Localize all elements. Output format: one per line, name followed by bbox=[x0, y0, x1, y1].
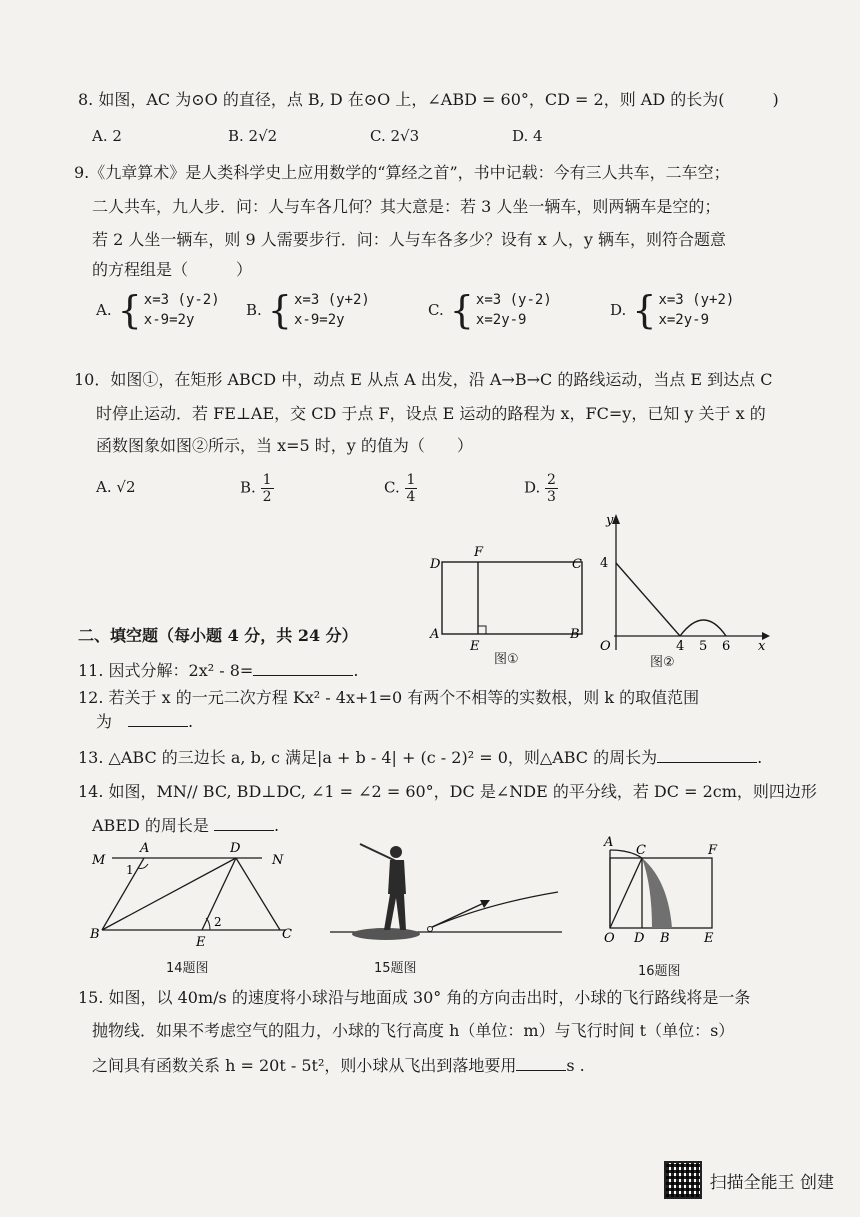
label-d: D bbox=[634, 931, 645, 946]
section-2-title: 二、填空题（每小题 4 分，共 24 分） bbox=[78, 626, 358, 645]
label-e: E bbox=[704, 931, 714, 946]
question-15-line-2: 抛物线．如果不考虑空气的阻力，小球的飞行高度 h（单位：m）与飞行时间 t（单位：s） bbox=[92, 1021, 735, 1040]
segment-co bbox=[610, 858, 642, 928]
figure-15-golfer-illustration bbox=[326, 838, 566, 950]
q10-c-denominator: 4 bbox=[406, 489, 416, 505]
label-f: F bbox=[708, 843, 718, 858]
question-8-text: 8. 如图，AC 为⊙O 的直径，点 B, D 在⊙O 上，∠ABD = 60°，CD = 2，则 AD 的长为( ) bbox=[78, 90, 779, 109]
brace-icon: { bbox=[267, 288, 292, 332]
question-10-line-1: 10．如图①，在矩形 ABCD 中，动点 E 从点 A 出发，沿 A→B→C 的路线运动，当点 E 到达点 C bbox=[74, 370, 773, 389]
label-b: B bbox=[570, 627, 580, 642]
figure-15-caption: 15题图 bbox=[374, 961, 417, 976]
q10-option-d-label: D. bbox=[524, 478, 541, 497]
q10-option-a-value: √2 bbox=[116, 478, 136, 496]
question-9-line-1: 9.《九章算术》是人类科学史上应用数学的“算经之首”，书中记载：今有三人共车，二车空； bbox=[74, 163, 730, 182]
figure-16 bbox=[596, 836, 726, 948]
label-f: F bbox=[474, 545, 484, 560]
rectangle-abcd bbox=[442, 562, 582, 634]
q9-c-eq2: x=2y-9 bbox=[475, 312, 527, 328]
answer-blank bbox=[657, 762, 757, 763]
graph-arc bbox=[680, 620, 726, 636]
label-d: D bbox=[430, 557, 441, 572]
label-angle-1: 1 bbox=[126, 863, 134, 877]
label-c: C bbox=[572, 557, 582, 572]
question-11 bbox=[78, 661, 358, 681]
tick-x-6: 6 bbox=[722, 639, 731, 654]
question-9-line-4: 的方程组是（ ） bbox=[92, 260, 253, 279]
question-13-text: 13. △ABC 的三边长 a, b, c 满足|a + b - 4| + (c - 2)² = 0，则△ABC 的周长为 bbox=[78, 748, 658, 767]
q10-option-c-label: C. bbox=[384, 478, 400, 497]
ball-icon bbox=[428, 927, 433, 932]
figure-14 bbox=[86, 838, 300, 950]
label-m: M bbox=[92, 853, 106, 868]
figure-2-graph bbox=[594, 510, 774, 660]
figure-14-caption: 14题图 bbox=[166, 961, 209, 976]
q10-option-a-label: A. bbox=[96, 478, 112, 496]
question-14-line-2-text: ABED 的周长是 bbox=[92, 816, 209, 835]
q9-option-c bbox=[428, 290, 552, 330]
answer-blank bbox=[253, 675, 353, 676]
tick-y-4: 4 bbox=[600, 556, 609, 571]
q9-b-eq2: x-9=2y bbox=[293, 312, 345, 328]
question-9-line-2: 二人共车，九人步．问：人与车各几何？其大意是：若 3 人坐一辆车，则两辆车是空的； bbox=[92, 197, 721, 216]
ball-trajectory bbox=[430, 892, 558, 928]
q10-option-b-label: B. bbox=[240, 478, 256, 497]
tick-x-4: 4 bbox=[676, 639, 685, 654]
label-a: A bbox=[604, 836, 614, 850]
question-10-line-2: 时停止运动．若 FE⊥AE，交 CD 于点 F，设点 E 运动的路程为 x，FC=y，已知 y 关于 x 的 bbox=[96, 404, 766, 423]
brace-icon: { bbox=[449, 288, 474, 332]
question-15-line-3 bbox=[92, 1056, 585, 1076]
question-13-tail: . bbox=[757, 748, 763, 767]
answer-blank bbox=[516, 1070, 566, 1071]
scanner-watermark bbox=[664, 1161, 834, 1199]
q9-d-eq1: x=3 (y+2) bbox=[658, 292, 735, 308]
question-9-line-3: 若 2 人坐一辆车，则 9 人需要步行．问：人与车各多少？设有 x 人，y 辆车，则符合题意 bbox=[92, 230, 727, 249]
label-b: B bbox=[660, 931, 670, 946]
q8-option-b: B. 2√2 bbox=[228, 127, 278, 145]
segment-dc bbox=[236, 858, 280, 930]
label-y: y bbox=[606, 513, 614, 528]
q8-option-d: D. 4 bbox=[512, 127, 543, 145]
q10-d-numerator: 2 bbox=[547, 472, 556, 488]
question-11-text: 11. 因式分解：2x² - 8= bbox=[78, 661, 254, 680]
q10-option-d bbox=[524, 472, 558, 505]
q8-option-c: C. 2√3 bbox=[370, 127, 420, 145]
right-angle-mark bbox=[478, 626, 486, 634]
tick-x-5: 5 bbox=[699, 639, 708, 654]
answer-blank bbox=[128, 726, 188, 727]
launch-direction bbox=[430, 902, 486, 928]
graph-segment bbox=[616, 563, 680, 636]
q9-a-eq1: x=3 (y-2) bbox=[143, 292, 220, 308]
q9-a-eq2: x-9=2y bbox=[143, 312, 195, 328]
brace-icon: { bbox=[117, 288, 142, 332]
label-o: O bbox=[604, 931, 615, 946]
label-c: C bbox=[636, 843, 646, 858]
q10-c-numerator: 1 bbox=[406, 472, 416, 488]
q9-option-b bbox=[246, 290, 370, 330]
q10-option-c bbox=[384, 472, 417, 505]
label-x: x bbox=[758, 639, 766, 654]
question-12-tail: . bbox=[188, 712, 194, 731]
question-11-tail: . bbox=[353, 661, 359, 680]
brace-icon: { bbox=[632, 288, 657, 332]
label-d: D bbox=[230, 841, 241, 856]
question-15-line-1: 15. 如图，以 40m/s 的速度将小球沿与地面成 30° 角的方向击出时，小球的飞行路线将是一条 bbox=[78, 988, 751, 1007]
question-14-tail: . bbox=[274, 816, 280, 835]
question-13 bbox=[78, 748, 762, 768]
q9-c-eq1: x=3 (y-2) bbox=[475, 292, 552, 308]
q9-option-a bbox=[96, 290, 220, 330]
label-e: E bbox=[470, 639, 480, 654]
label-origin: O bbox=[600, 639, 611, 654]
q10-d-denominator: 3 bbox=[547, 489, 556, 505]
q9-option-b-label: B. bbox=[246, 301, 262, 319]
q9-option-d-label: D. bbox=[610, 301, 627, 319]
q9-option-d bbox=[610, 290, 734, 330]
question-15-tail: s . bbox=[566, 1056, 585, 1075]
question-12-line-2 bbox=[96, 712, 193, 732]
label-e: E bbox=[196, 935, 206, 950]
label-n: N bbox=[272, 853, 284, 868]
question-12-line-1: 12. 若关于 x 的一元二次方程 Kx² - 4x+1=0 有两个不相等的实数根，则 k 的取值范围 bbox=[78, 688, 700, 707]
figure-2-caption: 图② bbox=[650, 655, 675, 670]
q8-option-a: A. 2 bbox=[92, 127, 122, 145]
question-10-line-3: 函数图象如图②所示，当 x=5 时，y 的值为（ ） bbox=[96, 436, 473, 455]
q9-d-eq2: x=2y-9 bbox=[658, 312, 710, 328]
question-14-line-1: 14. 如图，MN// BC, BD⊥DC, ∠1 = ∠2 = 60°，DC 是∠NDE 的平分线，若 DC = 2cm，则四边形 bbox=[78, 782, 817, 801]
question-15-line-3-text: 之间具有函数关系 h = 20t - 5t²，则小球从飞出到落地要用 bbox=[92, 1056, 517, 1075]
q10-b-numerator: 1 bbox=[262, 472, 272, 488]
figure-16-caption: 16题图 bbox=[638, 964, 681, 979]
q9-option-c-label: C. bbox=[428, 301, 444, 319]
figure-1-caption: 图① bbox=[494, 652, 519, 667]
q10-b-denominator: 2 bbox=[262, 489, 272, 505]
label-a: A bbox=[430, 627, 440, 642]
golfer-figure-icon bbox=[360, 844, 406, 930]
label-a: A bbox=[140, 841, 150, 856]
q10-option-a bbox=[96, 478, 136, 496]
answer-blank bbox=[214, 830, 274, 831]
label-c: C bbox=[282, 927, 292, 942]
question-12-line-2-text: 为 bbox=[96, 712, 113, 731]
question-14-line-2 bbox=[92, 816, 279, 836]
q10-option-b bbox=[240, 472, 274, 505]
q9-b-eq1: x=3 (y+2) bbox=[293, 292, 370, 308]
label-b: B bbox=[90, 927, 100, 942]
q9-option-a-label: A. bbox=[96, 301, 112, 319]
label-angle-2: 2 bbox=[214, 915, 222, 929]
qr-code-icon bbox=[664, 1161, 702, 1199]
watermark-text: 扫描全能王 创建 bbox=[709, 1172, 834, 1193]
